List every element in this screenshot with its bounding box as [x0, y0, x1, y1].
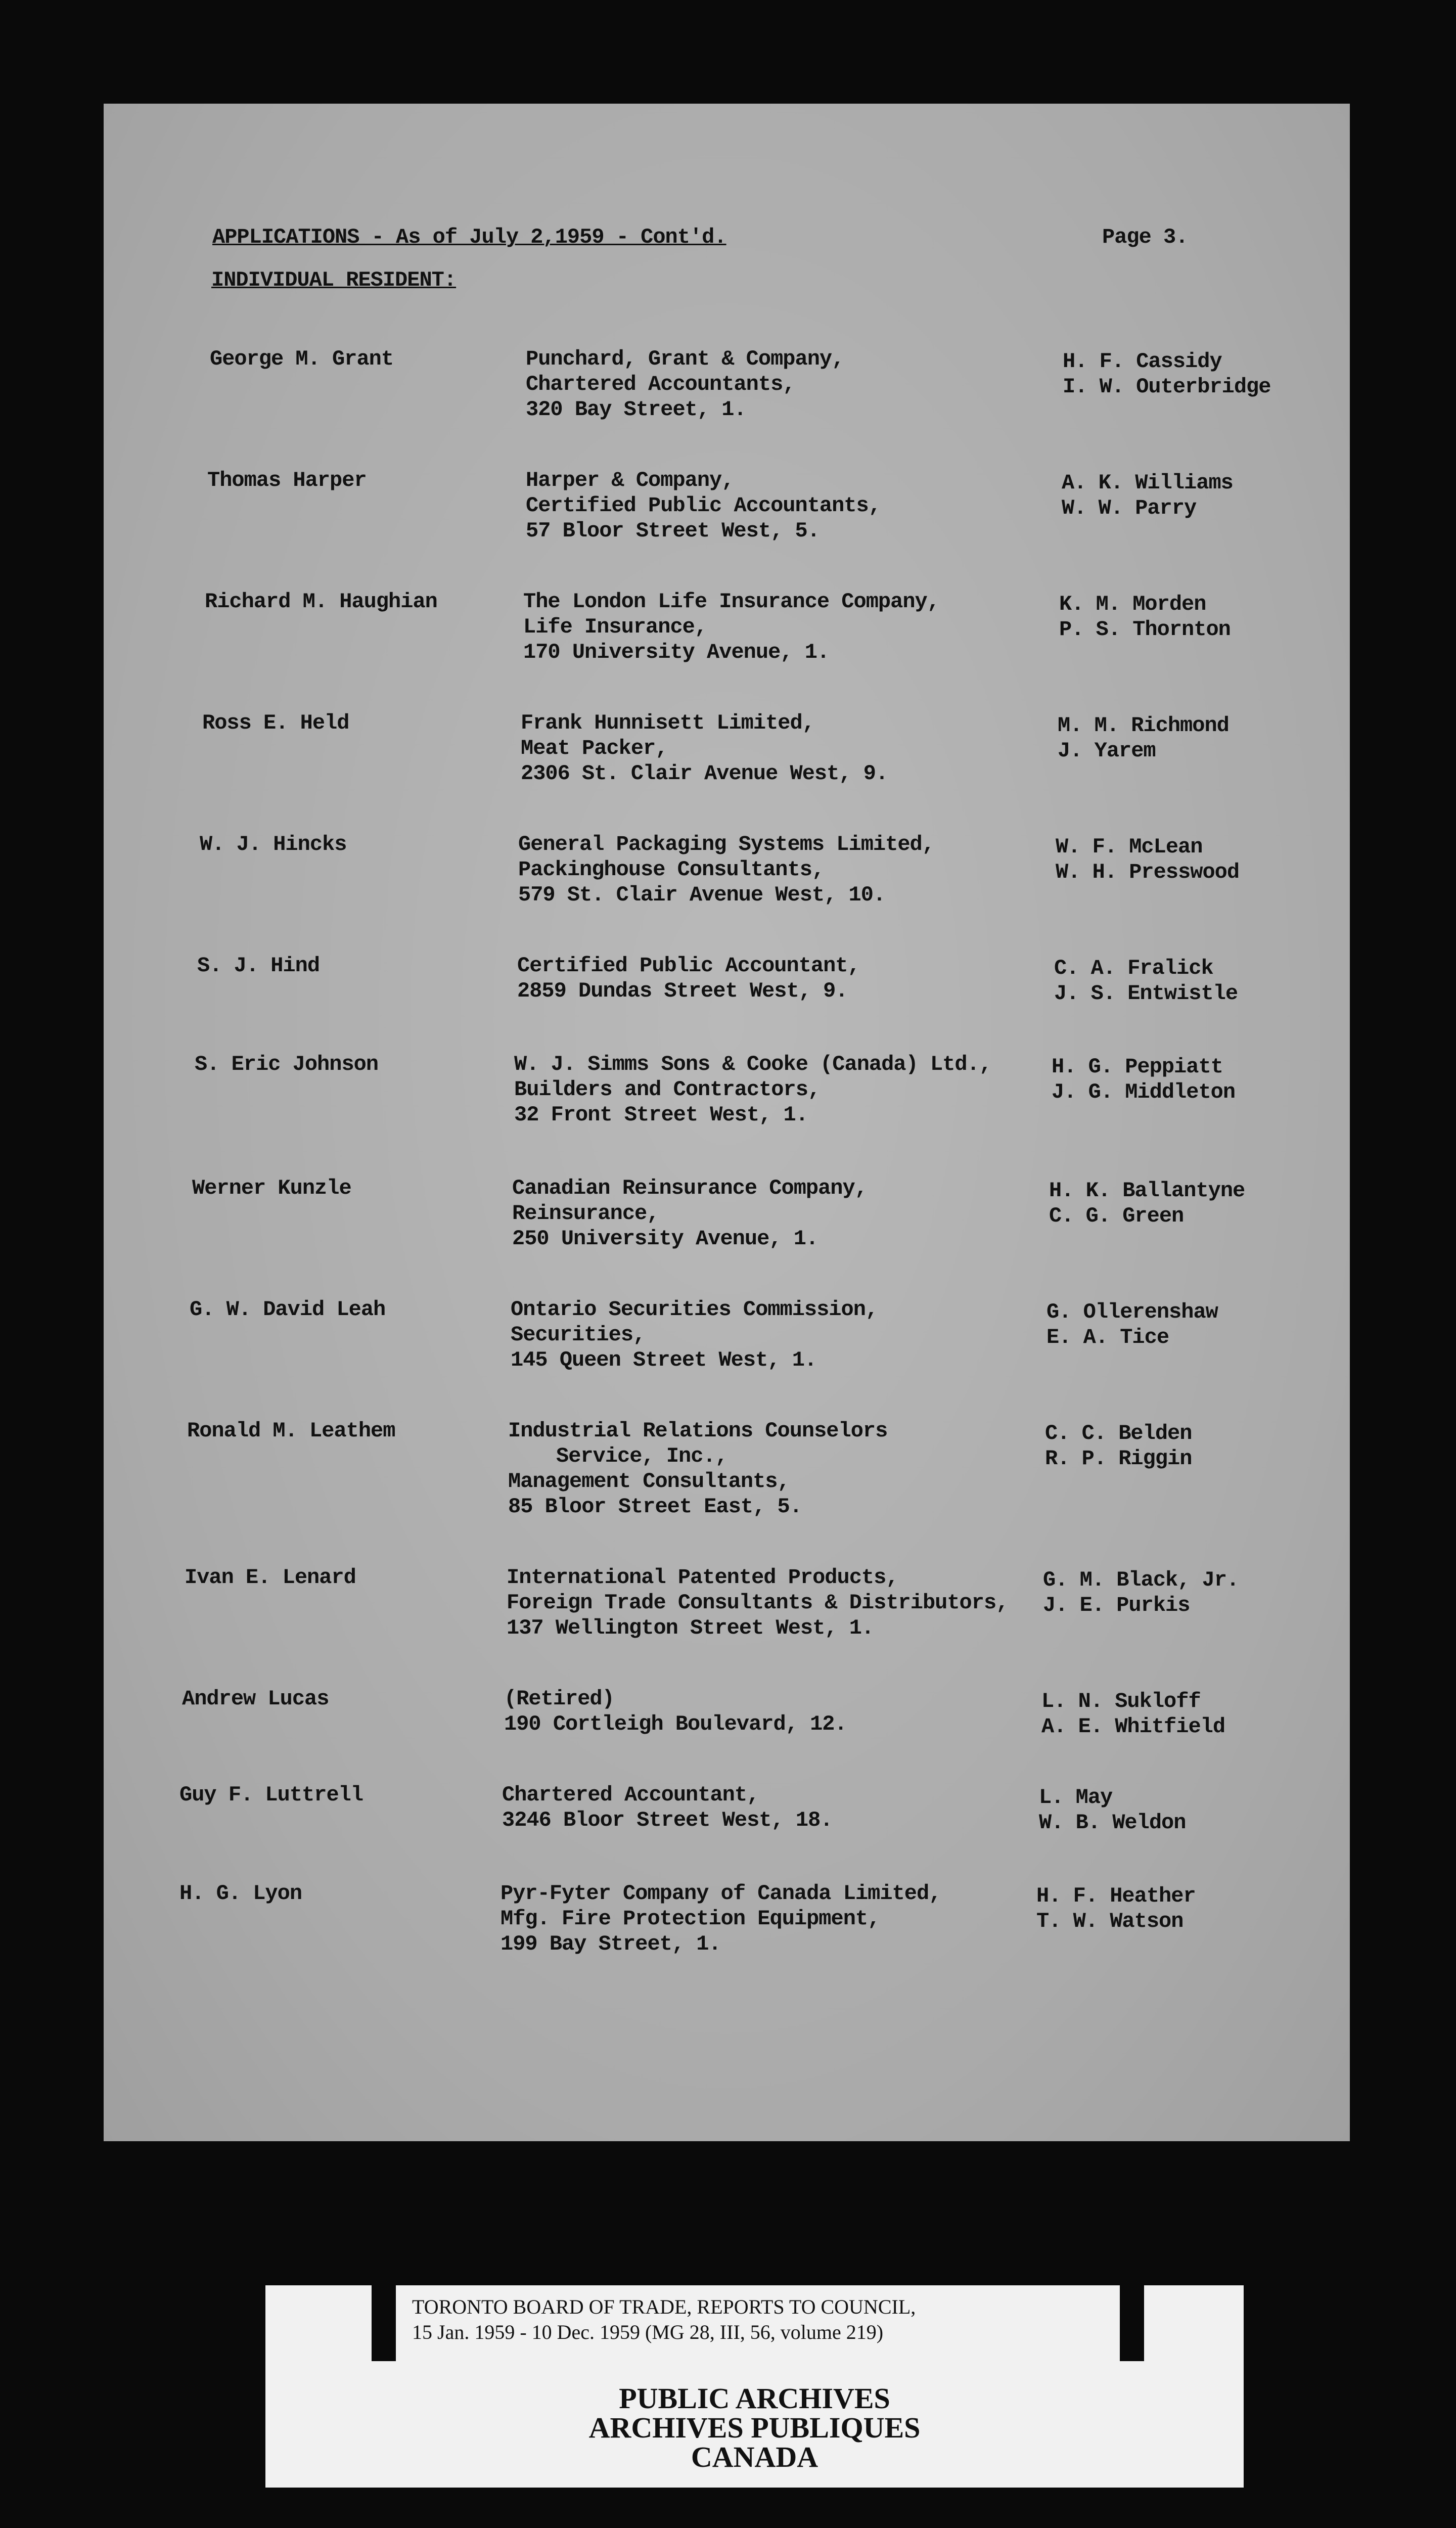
- archive-reference: [412, 2294, 916, 2345]
- organization-line: 137 Wellington Street West, 1.: [507, 1616, 874, 1640]
- reference-line-2: 15 Jan. 1959 - 10 Dec. 1959 (MG 28, III, 56, volume 219): [412, 2321, 884, 2343]
- organization-line: International Patented Products,: [507, 1565, 898, 1590]
- sponsor-name: G. Ollerenshaw: [1046, 1300, 1218, 1324]
- sponsor-name: J. S. Entwistle: [1054, 981, 1238, 1006]
- applicant-organization: [500, 1881, 941, 1957]
- organization-line: 579 St. Clair Avenue West, 10.: [518, 883, 886, 907]
- sponsor-name: G. M. Black, Jr.: [1043, 1568, 1239, 1592]
- applicant-name: S. J. Hind: [197, 954, 320, 978]
- organization-line: Chartered Accountants,: [526, 372, 795, 396]
- sponsor-name: H. K. Ballantyne: [1049, 1179, 1245, 1203]
- sponsor-list: [1043, 1567, 1239, 1618]
- sponsor-list: [1041, 1689, 1225, 1739]
- sponsor-name: H. G. Peppiatt: [1052, 1055, 1223, 1079]
- applicant-organization: [523, 589, 939, 665]
- organization-line: Life Insurance,: [523, 615, 707, 639]
- organization-line: Chartered Accountant,: [502, 1783, 759, 1807]
- applicant-name: S. Eric Johnson: [195, 1052, 379, 1076]
- organization-line: Ontario Securities Commission,: [511, 1297, 878, 1322]
- organization-line: General Packaging Systems Limited,: [518, 832, 934, 856]
- sponsor-name: E. A. Tice: [1046, 1325, 1169, 1349]
- organization-line: Punchard, Grant & Company,: [526, 347, 844, 371]
- organization-line: Certified Public Accountants,: [526, 493, 881, 518]
- label-tab-right: [1120, 2285, 1144, 2361]
- applicant-organization: [526, 346, 844, 422]
- sponsor-name: M. M. Richmond: [1058, 713, 1229, 738]
- applicant-name: W. J. Hincks: [200, 832, 347, 856]
- sponsor-name: A. E. Whitfield: [1041, 1714, 1225, 1739]
- applicant-name: Guy F. Luttrell: [179, 1783, 363, 1807]
- sponsor-list: [1039, 1785, 1186, 1835]
- organization-line: Frank Hunnisett Limited,: [521, 711, 814, 735]
- organization-line: The London Life Insurance Company,: [523, 590, 939, 614]
- archives-stamp: [265, 2384, 1244, 2472]
- applicant-organization: [526, 468, 881, 544]
- organization-line: Mfg. Fire Protection Equipment,: [500, 1907, 880, 1931]
- document-title: APPLICATIONS - As of July 2,1959 - Cont'd.: [212, 225, 726, 249]
- sponsor-list: [1036, 1883, 1196, 1934]
- sponsor-list: [1056, 834, 1239, 885]
- applicant-name: Andrew Lucas: [182, 1687, 329, 1711]
- applicant-organization: [507, 1565, 1008, 1641]
- organization-line: Securities,: [511, 1323, 646, 1347]
- sponsor-list: [1058, 713, 1229, 763]
- applicant-name: Ross E. Held: [202, 711, 349, 735]
- applicant-name: Werner Kunzle: [192, 1176, 351, 1200]
- applicant-name: Ivan E. Lenard: [185, 1565, 356, 1590]
- sponsor-name: W. H. Presswood: [1056, 860, 1240, 884]
- organization-line: Foreign Trade Consultants & Distributors,: [507, 1591, 1009, 1615]
- sponsor-list: [1054, 956, 1238, 1006]
- sponsor-name: J. G. Middleton: [1052, 1080, 1236, 1104]
- sponsor-list: [1059, 592, 1231, 642]
- sponsor-name: C. C. Belden: [1045, 1421, 1192, 1446]
- sponsor-list: [1062, 470, 1233, 521]
- applicant-organization: [511, 1297, 878, 1373]
- organization-line: 3246 Bloor Street West, 18.: [502, 1808, 833, 1832]
- organization-line: Meat Packer,: [521, 736, 668, 760]
- organization-line: 170 University Avenue, 1.: [523, 640, 830, 664]
- organization-line: Management Consultants,: [508, 1469, 790, 1494]
- organization-line: Reinsurance,: [512, 1201, 659, 1226]
- sponsor-name: H. F. Cassidy: [1063, 349, 1222, 374]
- organization-line: 2306 St. Clair Avenue West, 9.: [521, 761, 888, 786]
- applicant-organization: [508, 1418, 887, 1519]
- applicant-organization: [504, 1686, 847, 1737]
- applicant-organization: [512, 1176, 867, 1251]
- applicant-name: Ronald M. Leathem: [187, 1419, 395, 1443]
- organization-line: 199 Bay Street, 1.: [500, 1932, 721, 1956]
- sponsor-list: [1045, 1421, 1192, 1471]
- organization-line: 250 University Avenue, 1.: [512, 1227, 818, 1251]
- sponsor-name: J. E. Purkis: [1043, 1593, 1190, 1617]
- organization-line: Canadian Reinsurance Company,: [512, 1176, 867, 1200]
- sponsor-name: L. May: [1039, 1785, 1113, 1810]
- applicant-name: G. W. David Leah: [190, 1297, 386, 1322]
- sponsor-list: [1052, 1054, 1235, 1105]
- page-number: Page 3.: [1102, 225, 1188, 249]
- reference-line-1: TORONTO BOARD OF TRADE, REPORTS TO COUNCIL,: [412, 2295, 916, 2318]
- applicant-name: Thomas Harper: [207, 468, 367, 492]
- sponsor-name: J. Yarem: [1058, 739, 1156, 763]
- sponsor-name: K. M. Morden: [1059, 592, 1206, 616]
- organization-line: 57 Bloor Street West, 5.: [526, 519, 820, 543]
- sponsor-name: R. P. Riggin: [1045, 1447, 1192, 1471]
- sponsor-name: H. F. Heather: [1036, 1884, 1196, 1908]
- sponsor-name: L. N. Sukloff: [1041, 1689, 1201, 1713]
- organization-line: W. J. Simms Sons & Cooke (Canada) Ltd.,: [514, 1052, 991, 1076]
- applicant-organization: [518, 832, 934, 908]
- sponsor-list: [1046, 1299, 1218, 1350]
- organization-line: 2859 Dundas Street West, 9.: [517, 979, 848, 1003]
- organization-line: 145 Queen Street West, 1.: [511, 1348, 817, 1372]
- sponsor-name: A. K. Williams: [1062, 471, 1233, 495]
- sponsor-list: [1063, 349, 1270, 399]
- organization-line: 85 Bloor Street East, 5.: [508, 1495, 802, 1519]
- applicant-organization: [502, 1782, 833, 1833]
- sponsor-list: [1049, 1178, 1245, 1229]
- organization-line: Certified Public Accountant,: [517, 954, 860, 978]
- organization-line: Pyr-Fyter Company of Canada Limited,: [500, 1881, 941, 1906]
- stamp-line-3: CANADA: [691, 2441, 818, 2473]
- sponsor-name: W. W. Parry: [1062, 496, 1197, 520]
- applicant-organization: [521, 710, 888, 786]
- organization-line: Service, Inc.,: [556, 1444, 727, 1468]
- organization-line: (Retired): [504, 1687, 614, 1711]
- organization-line: Packinghouse Consultants,: [518, 857, 825, 882]
- sponsor-name: I. W. Outerbridge: [1063, 375, 1271, 399]
- section-heading: INDIVIDUAL RESIDENT:: [211, 268, 457, 292]
- organization-line: 190 Cortleigh Boulevard, 12.: [504, 1712, 847, 1736]
- organization-line: Builders and Contractors,: [514, 1077, 821, 1102]
- label-tab-left: [372, 2285, 396, 2361]
- sponsor-name: W. F. McLean: [1056, 835, 1203, 859]
- sponsor-name: C. G. Green: [1049, 1204, 1184, 1228]
- sponsor-name: W. B. Weldon: [1039, 1811, 1186, 1835]
- applicant-name: Richard M. Haughian: [205, 590, 437, 614]
- document-page: [104, 104, 1350, 2141]
- stamp-line-2: ARCHIVES PUBLIQUES: [588, 2411, 921, 2444]
- applicant-name: H. G. Lyon: [179, 1881, 302, 1906]
- applicant-name: George M. Grant: [210, 347, 394, 371]
- applicant-organization: [514, 1052, 991, 1127]
- sponsor-name: P. S. Thornton: [1059, 617, 1231, 642]
- organization-line: Harper & Company,: [526, 468, 734, 492]
- organization-line: 32 Front Street West, 1.: [514, 1103, 808, 1127]
- organization-line: 320 Bay Street, 1.: [526, 397, 746, 422]
- applicant-organization: [517, 953, 860, 1004]
- sponsor-name: C. A. Fralick: [1054, 956, 1213, 980]
- sponsor-name: T. W. Watson: [1036, 1909, 1184, 1933]
- stamp-line-1: PUBLIC ARCHIVES: [619, 2382, 890, 2415]
- archive-label: [265, 2285, 1244, 2488]
- organization-line: Industrial Relations Counselors: [508, 1419, 888, 1443]
